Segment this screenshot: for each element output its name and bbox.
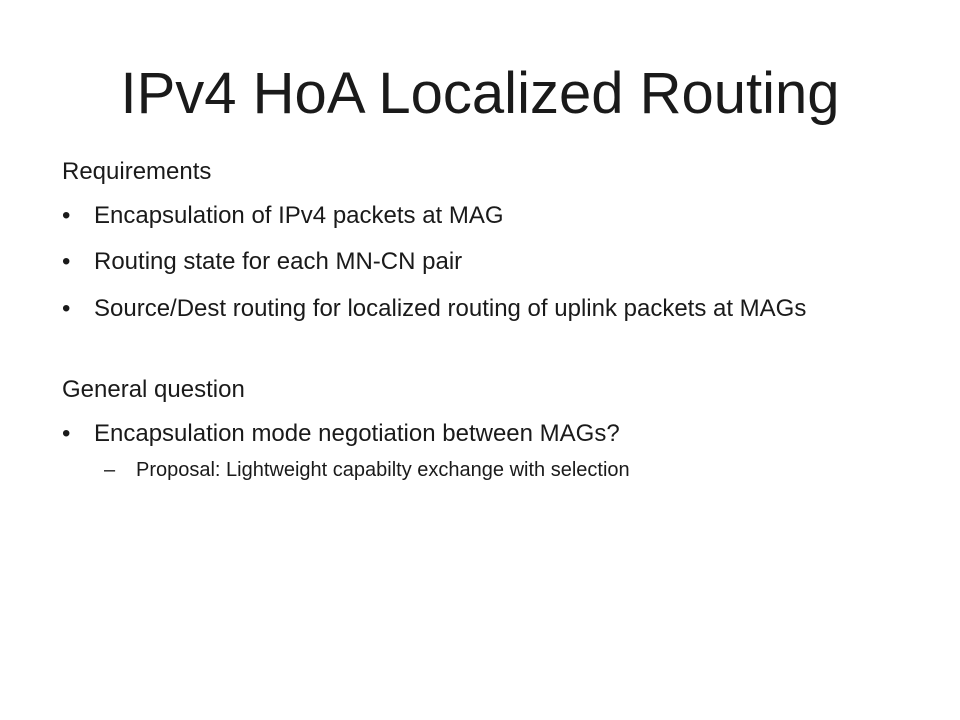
dash-icon: – bbox=[104, 459, 116, 481]
general-item bbox=[62, 418, 902, 450]
slide-title: IPv4 HoA Localized Routing bbox=[120, 61, 840, 126]
requirements-heading: Requirements bbox=[62, 158, 212, 185]
requirements-item bbox=[62, 200, 902, 232]
requirements-item bbox=[62, 246, 902, 278]
general-heading: General question bbox=[62, 376, 245, 403]
slide-body bbox=[62, 156, 902, 484]
bullet-icon: • bbox=[62, 420, 71, 447]
general-sub-item bbox=[62, 456, 902, 484]
requirements-item-text: Routing state for each MN-CN pair bbox=[94, 248, 463, 275]
bullet-icon: • bbox=[62, 202, 71, 229]
bullet-icon: • bbox=[62, 295, 71, 322]
general-item-text: Encapsulation mode negotiation between MAGs? bbox=[94, 420, 620, 447]
general-sub-item-text: Proposal: Lightweight capabilty exchange with selection bbox=[136, 459, 630, 481]
requirements-item-text: Encapsulation of IPv4 packets at MAG bbox=[94, 202, 504, 229]
requirements-item bbox=[62, 292, 814, 326]
bullet-icon: • bbox=[62, 248, 71, 275]
requirements-item-text: Source/Dest routing for localized routing of uplink packets at MAGs bbox=[94, 295, 807, 322]
